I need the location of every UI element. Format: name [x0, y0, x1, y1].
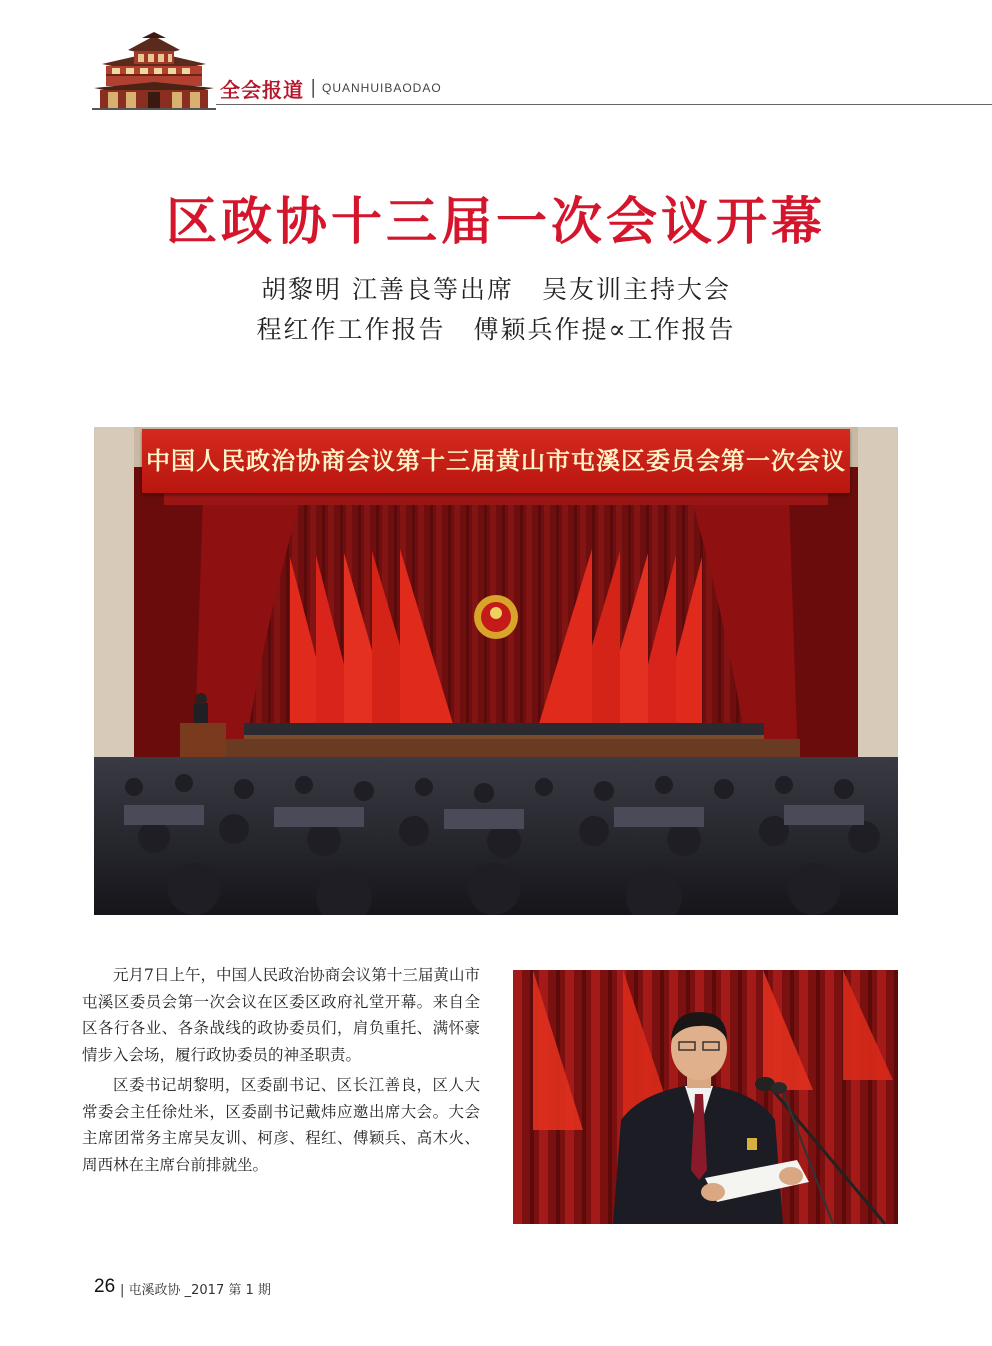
subtitle-2a: 程红作工作报告: [256, 315, 446, 344]
paragraph: 元月7日上午，中国人民政治协商会议第十三届黄山市屯溪区委员会第一次会议在区委区政府礼堂开幕。来自全区各行各业、各条战线的政协委员们，肩负重托、满怀豪情步入会场，履行政协委员的神圣职责。: [82, 966, 480, 1064]
assembly-hall-photo: [94, 427, 898, 915]
assembly-banner: [142, 429, 850, 493]
subtitle-2b: 傅颖兵作提∝工作报告: [473, 315, 736, 344]
header-rule: [216, 104, 992, 105]
subtitle-1a: 胡黎明 江善良等出席: [261, 275, 514, 304]
assembly-banner-text: 中国人民政治协商会议第十三届黄山市屯溪区委员会第一次会议: [146, 447, 846, 475]
page-number: 26: [94, 1276, 116, 1297]
section-title: 全会报道: [220, 78, 304, 102]
subtitle-line-1: [0, 270, 992, 306]
section-separator: |: [310, 76, 317, 98]
subtitle-line-2: [0, 310, 992, 346]
publication-info: | 屯溪政协 _2017 第 1 期: [120, 1283, 271, 1298]
header-building-illustration: [92, 30, 216, 110]
article-body: [82, 962, 480, 1178]
article-title: 区政协十三届一次会议开幕: [165, 193, 826, 252]
subtitle-1b: 吴友训主持大会: [541, 275, 731, 304]
paragraph: 区委书记胡黎明，区委副书记、区长江善良，区人大常委会主任徐灶米，区委副书记戴炜应邀出席大会。大会主席团常务主席吴友训、柯彦、程红、傅颖兵、高木火、周西林在主席台前排就坐。: [82, 1076, 480, 1174]
speaker-photo: [513, 970, 898, 1224]
section-pinyin: QUANHUIBAODAO: [322, 81, 442, 95]
